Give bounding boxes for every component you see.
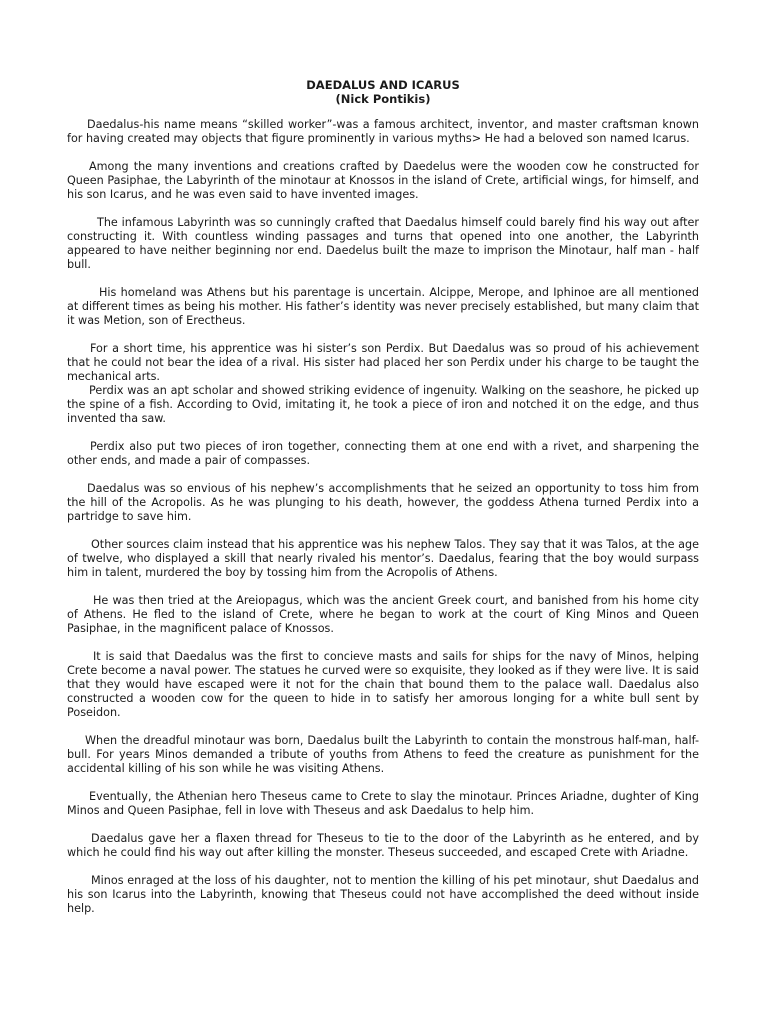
blank-line <box>67 580 699 594</box>
paragraph: Perdix was an apt scholar and showed striking evidence of ingenuity. Walking on the seashore, he picked up the spine of a fish. According to Ovid, imitating it, he took a piece of iron and notched it on the edge, and thus invented tha saw. <box>67 384 699 425</box>
blank-line <box>67 468 699 482</box>
paragraph: For a short time, his apprentice was hi sister’s son Perdix. But Daedalus was so proud of his achievement that he could not bear the idea of a rival. His sister had placed her son Perdix under his charge to be taught the mechanical arts. <box>67 342 699 383</box>
blank-line <box>67 720 699 734</box>
blank-line <box>67 818 699 832</box>
blank-line <box>67 426 699 440</box>
paragraph: Among the many inventions and creations crafted by Daedelus were the wooden cow he constructed for Queen Pasiphae, the Labyrinth of the minotaur at Knossos in the island of Crete, artificial wings, for himself, and his son Icarus, and he was even said to have invented images. <box>67 160 699 201</box>
blank-line <box>67 860 699 874</box>
blank-line <box>67 146 699 160</box>
paragraph: Minos enraged at the loss of his daughter, not to mention the killing of his pet minotaur, shut Daedalus and his son Icarus into the Labyrinth, knowing that Theseus could not have accomplished the deed without inside help. <box>67 874 699 915</box>
paragraph: His homeland was Athens but his parentage is uncertain. Alcippe, Merope, and Iphinoe are all mentioned at different times as being his mother. His father’s identity was never precisely established, but many claim that it was Metion, son of Erectheus. <box>67 286 699 327</box>
blank-line <box>67 272 699 286</box>
blank-line <box>67 202 699 216</box>
document-body <box>67 118 699 916</box>
paragraph: It is said that Daedalus was the first to concieve masts and sails for ships for the navy of Minos, helping Crete become a naval power. The statues he curved were so exquisite, they looked as if they were live. It is said that they would have escaped were it not for the chain that bound them to the palace wall. Daedalus also constructed a wooden cow for the queen to hide in to satisfy her amorous longing for a white bull sent by Poseidon. <box>67 650 699 719</box>
paragraph: When the dreadful minotaur was born, Daedalus built the Labyrinth to contain the monstrous half-man, half-bull. For years Minos demanded a tribute of youths from Athens to feed the creature as punishment for the accidental killing of his son while he was visiting Athens. <box>67 734 699 775</box>
paragraph: Daedalus was so envious of his nephew’s accomplishments that he seized an opportunity to toss him from the hill of the Acropolis. As he was plunging to his death, however, the goddess Athena turned Perdix into a partridge to save him. <box>67 482 699 523</box>
paragraph: He was then tried at the Areiopagus, which was the ancient Greek court, and banished from his home city of Athens. He fled to the island of Crete, where he began to work at the court of King Minos and Queen Pasiphae, in the magnificent palace of Knossos. <box>67 594 699 635</box>
blank-line <box>67 328 699 342</box>
document-title: DAEDALUS AND ICARUS <box>306 78 460 92</box>
blank-line <box>67 524 699 538</box>
paragraph: Daedalus-his name means “skilled worker”-was a famous architect, inventor, and master craftsman known for having created may objects that figure prominently in various myths> He had a beloved son named Icarus. <box>67 118 699 145</box>
paragraph: Daedalus gave her a flaxen thread for Theseus to tie to the door of the Labyrinth as he entered, and by which he could find his way out after killing the monster. Theseus succeeded, and escaped Crete with Ariadne. <box>67 832 699 859</box>
paragraph: Other sources claim instead that his apprentice was his nephew Talos. They say that it was Talos, at the age of twelve, who displayed a skill that nearly rivaled his mentor’s. Daedalus, fearing that the boy would surpass him in talent, murdered the boy by tossing him from the Acropolis of Athens. <box>67 538 699 579</box>
paragraph: Eventually, the Athenian hero Theseus came to Crete to slay the minotaur. Princes Ariadne, dughter of King Minos and Queen Pasiphae, fell in love with Theseus and ask Daedalus to help him. <box>67 790 699 817</box>
blank-line <box>67 776 699 790</box>
blank-line <box>67 636 699 650</box>
paragraph: Perdix also put two pieces of iron together, connecting them at one end with a rivet, and sharpening the other ends, and made a pair of compasses. <box>67 440 699 467</box>
paragraph: The infamous Labyrinth was so cunningly crafted that Daedalus himself could barely find his way out after constructing it. With countless winding passages and turns that opened into one another, the Labyrinth appeared to have neither beginning nor end. Daedelus built the maze to imprison the Minotaur, half man - half bull. <box>67 216 699 271</box>
document-author: (Nick Pontikis) <box>335 92 431 106</box>
